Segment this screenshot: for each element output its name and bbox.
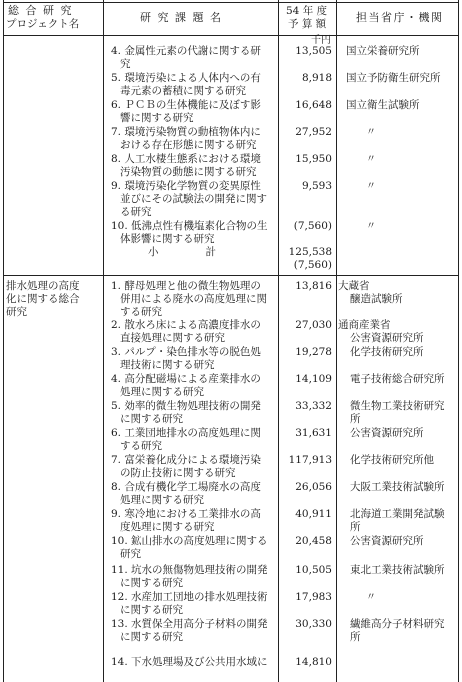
subject-line: る研究 xyxy=(120,206,152,218)
column-divider xyxy=(336,0,337,682)
header-subject: 研 究 課 題 名 xyxy=(140,11,223,24)
subject-line: 8. 人工水棲生態系における環境 xyxy=(111,153,261,165)
subject-line: 6. 工業団地排水の高度処理に関 xyxy=(111,427,261,439)
subject-line: 4. 金属性元素の代謝に関する研 xyxy=(111,45,261,57)
group-divider xyxy=(3,275,458,276)
subject-line: に関する研究 xyxy=(120,604,183,616)
subject-line: 7. 環境汚染物質の動植物体内に xyxy=(111,126,261,138)
subject-line: 体影響に関する研究 xyxy=(120,233,215,245)
subject-line: に関する研究 xyxy=(120,413,183,425)
agency-name: 微生物工業技術研究 xyxy=(350,400,445,412)
header-agency: 担当省庁・機関 xyxy=(356,11,444,24)
subject-line: 5. 環境汚染による人体内への有 xyxy=(111,72,261,84)
agency-name: 国立栄養研究所 xyxy=(346,45,420,57)
budget-amount: 27,952 xyxy=(295,126,332,138)
agency-name: 化学技術研究所他 xyxy=(350,454,434,466)
subject-line: に関する研究 xyxy=(120,631,183,643)
header-budget: 予 算 額 xyxy=(288,18,327,30)
header-divider xyxy=(3,35,458,36)
ditto-mark: 〃 xyxy=(366,181,376,192)
subject-line: 理技術に関する研究 xyxy=(120,359,215,371)
ditto-mark: 〃 xyxy=(366,221,376,232)
subject-line: に関する研究 xyxy=(120,577,183,589)
subject-line: 1. 酵母処理と他の微生物処理の xyxy=(111,280,261,292)
header-project-line1: 総 合 研 究 xyxy=(8,4,73,17)
budget-amount: 27,030 xyxy=(295,319,332,331)
agency-name: 電子技術総合研究所 xyxy=(350,373,445,385)
subject-line: 3. パルプ・染色排水等の脱色処 xyxy=(111,346,261,358)
table-border-left xyxy=(3,0,4,682)
budget-amount: 16,648 xyxy=(295,99,332,111)
subject-line: の防止技術に関する研究 xyxy=(120,467,236,479)
budget-amount: 13,816 xyxy=(295,280,332,292)
header-year: 54 年 度 xyxy=(286,5,328,17)
subject-line: 12. 水産加工団地の排水処理技術 xyxy=(111,591,268,603)
agency-name: 公害資源研究所 xyxy=(350,535,424,547)
subject-line: 8. 合成有機化学工場廃水の高度 xyxy=(111,481,261,493)
budget-amount: 40,911 xyxy=(295,508,332,520)
agency-name: 国立衛生試験所 xyxy=(346,99,420,111)
subject-line: する研究 xyxy=(120,440,162,452)
subject-line: 4. 高分配磁場による産業排水の xyxy=(111,373,261,385)
subject-line: 13. 水質保全用高分子材料の開発 xyxy=(111,618,268,630)
subject-line: 10. 鉱山排水の高度処理に関する xyxy=(111,535,268,547)
table-border-right xyxy=(458,0,459,682)
budget-amount: 14,109 xyxy=(295,373,332,385)
subtotal-label: 小 計 xyxy=(148,246,217,258)
budget-amount: (7,560) xyxy=(293,220,332,232)
budget-amount: 14,810 xyxy=(295,656,332,668)
subject-line: おける存在形態に関する研究 xyxy=(120,139,257,151)
agency-name: 醸造試験所 xyxy=(350,293,403,305)
budget-amount: 13,505 xyxy=(295,45,332,57)
subject-line: 度処理に関する研究 xyxy=(120,521,215,533)
agency-name: 国立予防衛生研究所 xyxy=(346,72,441,84)
subject-line: 処理に関する研究 xyxy=(120,386,204,398)
subject-line: 直接処理に関する研究 xyxy=(120,332,225,344)
budget-amount: 20,458 xyxy=(295,535,332,547)
subject-line: 5. 効率的微生物処理技術の開発 xyxy=(111,400,261,412)
subject-line: 7. 富栄養化成分による環境汚染 xyxy=(111,454,261,466)
ministry-name: 大蔵省 xyxy=(338,280,370,292)
subject-line: 2. 散水ろ床による高濃度排水の xyxy=(111,319,261,331)
budget-amount: 15,950 xyxy=(295,153,332,165)
agency-name: 東北工業技術試験所 xyxy=(350,564,445,576)
ministry-name: 通商産業省 xyxy=(338,319,391,331)
subject-line: 研究 xyxy=(120,548,141,560)
project-name-line: 研究 xyxy=(6,306,27,318)
agency-name: 公害資源研究所 xyxy=(350,332,424,344)
agency-name-cont: 所 xyxy=(350,631,361,643)
subject-line: 11. 坑水の無傷物処理技術の開発 xyxy=(111,564,268,576)
table-border-top xyxy=(3,2,458,3)
subject-line: 10. 低沸点性有機塩素化合物の生 xyxy=(111,220,268,232)
agency-name: 公害資源研究所 xyxy=(350,427,424,439)
budget-amount: 9,593 xyxy=(301,180,332,192)
budget-amount: 17,983 xyxy=(295,591,332,603)
subject-line: 処理に関する研究 xyxy=(120,494,204,506)
budget-amount: 31,631 xyxy=(295,427,332,439)
agency-name-cont: 所 xyxy=(350,521,361,533)
subject-line: 究 xyxy=(120,58,131,70)
subtotal-paren-amount: (7,560) xyxy=(293,259,332,271)
agency-name: 化学技術研究所 xyxy=(350,346,424,358)
column-divider xyxy=(103,0,104,682)
agency-name: 繊維高分子材料研究 xyxy=(350,618,445,630)
project-name-line: 化に関する総合 xyxy=(6,293,80,305)
budget-amount: 33,332 xyxy=(295,400,332,412)
ditto-mark: 〃 xyxy=(366,127,376,138)
subtotal-amount: 125,538 xyxy=(288,246,332,258)
subject-line: 毒元素の蓄積に関する研究 xyxy=(120,85,246,97)
subject-line: 6. ＰＣＢの生体機能に及ぼす影 xyxy=(111,99,261,111)
subject-line: する研究 xyxy=(120,306,162,318)
agency-name: 北海道工業開発試験 xyxy=(350,508,445,520)
budget-amount: 117,913 xyxy=(288,454,332,466)
subject-line: 響に関する研究 xyxy=(120,112,194,124)
subject-line: 併用による廃水の高度処理に関 xyxy=(120,293,267,305)
subject-line: 汚染物質の動態に関する研究 xyxy=(120,166,257,178)
budget-amount: 10,505 xyxy=(295,564,332,576)
subject-line: 並びにその試験法の開発に関す xyxy=(120,193,267,205)
unit-label: 千円 xyxy=(311,35,331,46)
budget-amount: 30,330 xyxy=(295,618,332,630)
header-project-line2: プロジェクト名 xyxy=(6,18,80,30)
agency-name-cont: 所 xyxy=(350,413,361,425)
subject-line: 14. 下水処理場及び公共用水域に xyxy=(111,656,268,668)
column-divider xyxy=(278,0,279,682)
budget-amount: 26,056 xyxy=(295,481,332,493)
project-name-line: 排水処理の高度 xyxy=(6,280,80,292)
subject-line: 9. 寒冷地における工業排水の高 xyxy=(111,508,261,520)
budget-amount: 19,278 xyxy=(295,346,332,358)
budget-amount: 8,918 xyxy=(301,72,332,84)
subject-line: 9. 環境汚染化学物質の変異原性 xyxy=(111,180,261,192)
ditto-mark: 〃 xyxy=(366,592,376,603)
ditto-mark: 〃 xyxy=(366,154,376,165)
agency-name: 大阪工業技術試験所 xyxy=(350,481,445,493)
